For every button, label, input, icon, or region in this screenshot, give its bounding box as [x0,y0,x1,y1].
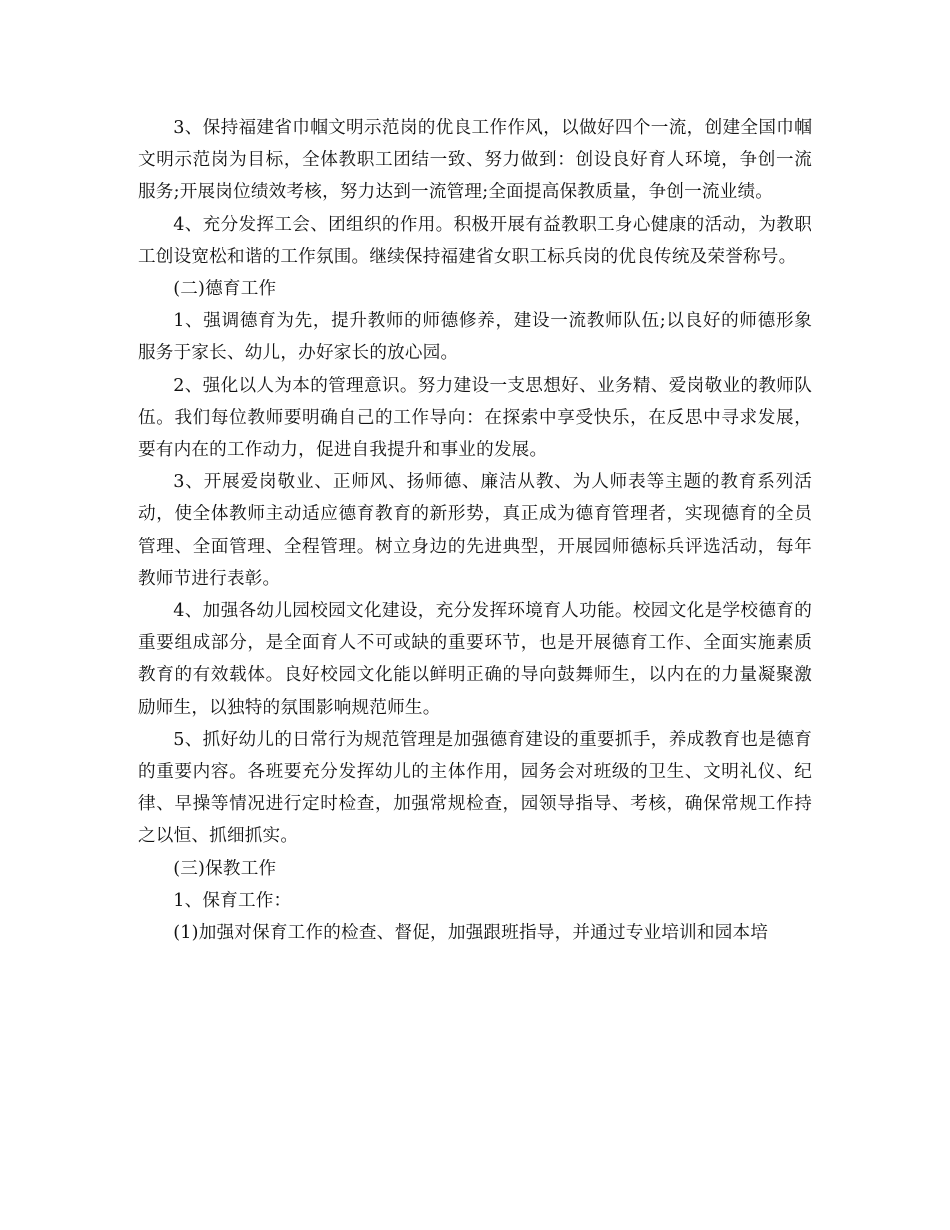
section-heading-moral-education: (二)德育工作 [173,279,277,300]
paragraph-care-1: (1)加强对保育工作的检查、督促，加强跟班指导，并通过专业培训和园本培 [173,923,769,944]
paragraph-moral-4: 4、加强各幼儿园校园文化建设，充分发挥环境育人功能。校园文化是学校德育的重要组成部分，是全面育人不可或缺的重要环节，也是开展德育工作、全面实施素质教育的有效载体。良好校园文化能以鲜明正确的导向鼓舞师生，以内在的力量凝聚激励师生，以独特的氛围影响规范师生。 [138,601,812,718]
paragraph-moral-3: 3、开展爱岗敬业、正师风、扬师德、廉洁从教、为人师表等主题的教育系列活动，使全体教师主动适应德育教育的新形势，真正成为德育管理者，实现德育的全员管理、全面管理、全程管理。树立身边的先进典型，开展园师德标兵评选活动，每年教师节进行表彰。 [138,472,812,589]
paragraph-moral-5: 5、抓好幼儿的日常行为规范管理是加强德育建设的重要抓手，养成教育也是德育的重要内容。各班要充分发挥幼儿的主体作用，园务会对班级的卫生、文明礼仪、纪律、早操等情况进行定时检查，加强常规检查，园领导指导、考核，确保常规工作持之以恒、抓细抓实。 [138,729,812,847]
document-body [138,112,812,949]
paragraph-moral-1: 1、强调德育为先，提升教师的师德修养，建设一流教师队伍;以良好的师德形象服务于家长、幼儿，办好家长的放心园。 [138,311,812,364]
section-heading-care-education: (三)保教工作 [173,858,277,879]
paragraph-item-3-workstyle: 3、保持福建省巾帼文明示范岗的优良工作作风，以做好四个一流，创建全国巾帼文明示范岗为目标，全体教职工团结一致、努力做到：创设良好育人环境，争创一流服务;开展岗位绩效考核，努力达到一流管理;全面提高保教质量，争创一流业绩。 [138,118,812,203]
paragraph-item-4-union: 4、充分发挥工会、团组织的作用。积极开展有益教职工身心健康的活动，为教职工创设宽松和谐的工作氛围。继续保持福建省女职工标兵岗的优良传统及荣誉称号。 [138,214,812,267]
paragraph-moral-2: 2、强化以人为本的管理意识。努力建设一支思想好、业务精、爱岗敬业的教师队伍。我们每位教师要明确自己的工作导向：在探索中享受快乐，在反思中寻求发展，要有内在的工作动力，促进自我提升和事业的发展。 [138,375,812,461]
subheading-care-work: 1、保育工作： [173,890,292,911]
